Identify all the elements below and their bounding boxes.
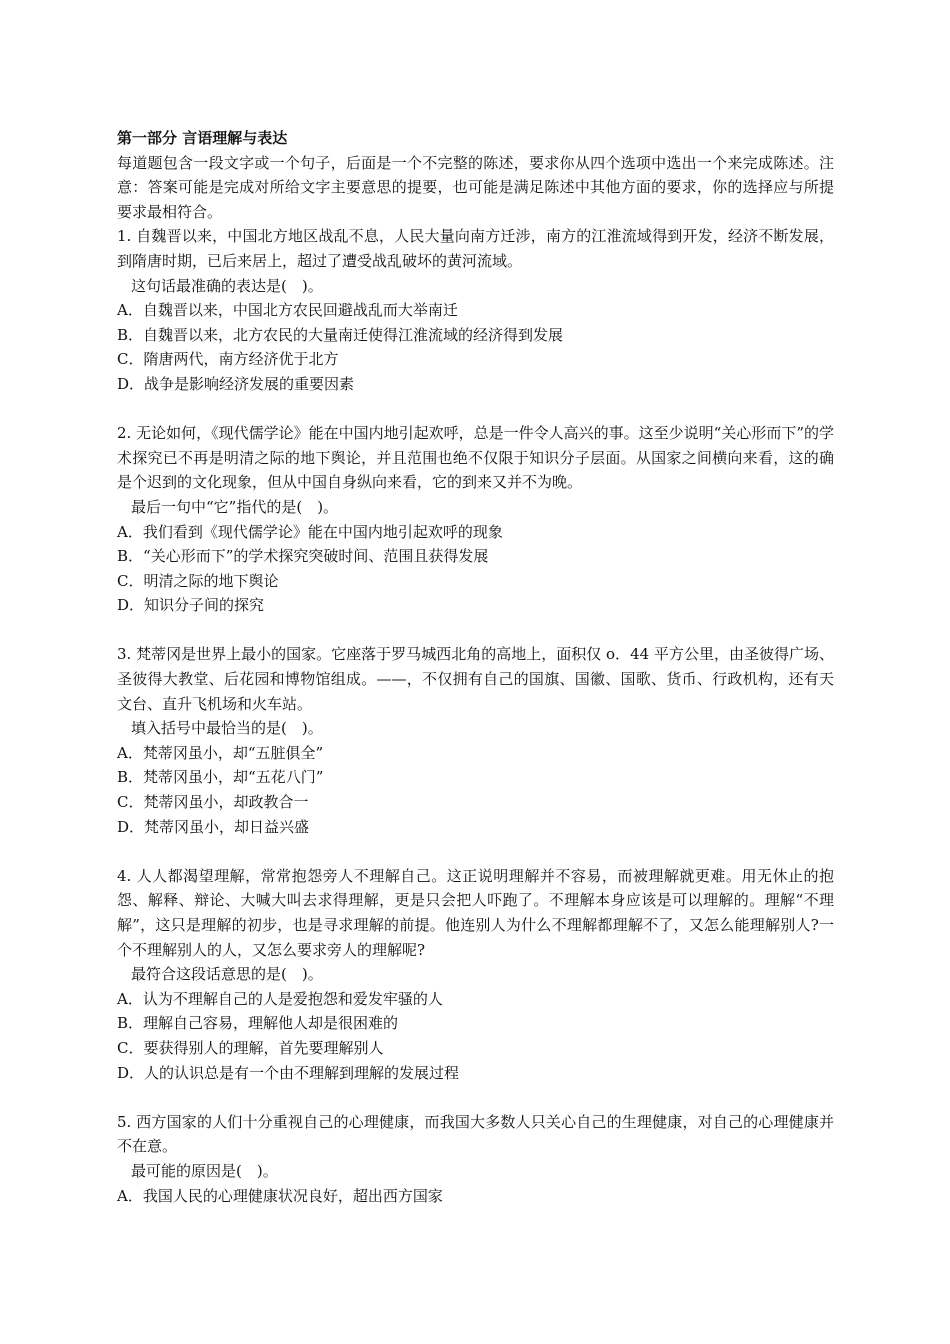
question-spacer <box>117 1085 834 1110</box>
answer-option: A．我国人民的心理健康状况良好，超出西方国家 <box>117 1186 443 1205</box>
question-text: 3. 梵蒂冈是世界上最小的国家。它座落于罗马城西北角的高地上，面积仅 o．44 平方公里，由圣彼得广场、圣彼得大教堂、后花园和博物馆组成。——，不仅拥有自己的国旗、国徽、国歌、货币、行政机构，还有天文台、直升飞机场和火车站。 <box>117 645 834 713</box>
answer-option: A．梵蒂冈虽小，却“五脏俱全” <box>117 743 324 762</box>
answer-option: B．理解自己容易，理解他人却是很困难的 <box>117 1014 399 1033</box>
question-stem: 最可能的原因是( )。 <box>131 1161 278 1180</box>
answer-option: A．我们看到《现代儒学论》能在中国内地引起欢呼的现象 <box>117 522 503 541</box>
answer-option: C．明清之际的地下舆论 <box>117 571 279 590</box>
question-text: 5. 西方国家的人们十分重视自己的心理健康，而我国大多数人只关心自己的生理健康，对自己的心理健康并不在意。 <box>117 1112 834 1156</box>
question-list <box>117 224 834 1208</box>
answer-option: D．梵蒂冈虽小，却日益兴盛 <box>117 817 310 836</box>
answer-option: C．梵蒂冈虽小，却政教合一 <box>117 793 309 812</box>
section-title: 第一部分 言语理解与表达 <box>117 129 288 147</box>
answer-option: A．自魏晋以来，中国北方农民回避战乱而大举南迁 <box>117 301 458 320</box>
question-stem: 最后一句中“它”指代的是( )。 <box>131 497 339 516</box>
answer-option: B．梵蒂冈虽小，却“五花八门” <box>117 768 324 787</box>
answer-option: C．要获得别人的理解，首先要理解别人 <box>117 1038 384 1057</box>
answer-option: B．“关心形而下”的学术探究突破时间、范围且获得发展 <box>117 547 489 566</box>
answer-option: B．自魏晋以来，北方农民的大量南迁使得江淮流域的经济得到发展 <box>117 325 564 344</box>
document-page <box>117 126 834 1208</box>
question-stem: 这句话最准确的表达是( )。 <box>131 276 323 295</box>
question-text: 2. 无论如何，《现代儒学论》能在中国内地引起欢呼，总是一件令人高兴的事。这至少说明“关心形而下”的学术探究已不再是明清之际的地下舆论，并且范围也绝不仅限于知识分子层面。从国家之间横向来看，这的确是个迟到的文化现象，但从中国自身纵向来看，它的到来又并不为晚。 <box>117 424 834 492</box>
question-text: 1. 自魏晋以来，中国北方地区战乱不息，人民大量向南方迁涉，南方的江淮流域得到开发，经济不断发展，到隋唐时期，已后来居上，超过了遭受战乱破坏的黄河流域。 <box>117 227 834 270</box>
answer-option: D．人的认识总是有一个由不理解到理解的发展过程 <box>117 1063 460 1082</box>
instructions: 每道题包含一段文字或一个句子，后面是一个不完整的陈述，要求你从四个选项中选出一个来完成陈述。注意：答案可能是完成对所给文字主要意思的提要，也可能是满足陈述中其他方面的要求，你的选择应与所提要求最相符合。 <box>117 153 834 221</box>
question-spacer <box>117 839 834 864</box>
question-text: 4. 人人都渴望理解，常常抱怨旁人不理解自己。这正说明理解并不容易，而被理解就更难。用无休止的抱怨、解释、辩论、大喊大叫去求得理解，更是只会把人吓跑了。不理解本身应该是可以理解的。理解“不理解”，这只是理解的初步，也是寻求理解的前提。他连别人为什么不理解都理解不了，又怎么能理解别人?一个不理解别人的人，又怎么要求旁人的理解呢? <box>117 866 834 959</box>
question-spacer <box>117 618 834 643</box>
question-block <box>117 642 834 839</box>
question-stem: 最符合这段话意思的是( )。 <box>131 965 323 984</box>
answer-option: A．认为不理解自己的人是爱抱怨和爱发牢骚的人 <box>117 989 443 1008</box>
question-stem: 填入括号中最恰当的是( )。 <box>131 719 323 738</box>
answer-option: D．战争是影响经济发展的重要因素 <box>117 374 355 393</box>
question-spacer <box>117 397 834 422</box>
question-block <box>117 864 834 1085</box>
answer-option: C．隋唐两代，南方经济优于北方 <box>117 350 339 369</box>
answer-option: D．知识分子间的探究 <box>117 596 265 615</box>
question-block <box>117 1110 834 1208</box>
question-block <box>117 421 834 618</box>
question-block <box>117 224 834 396</box>
